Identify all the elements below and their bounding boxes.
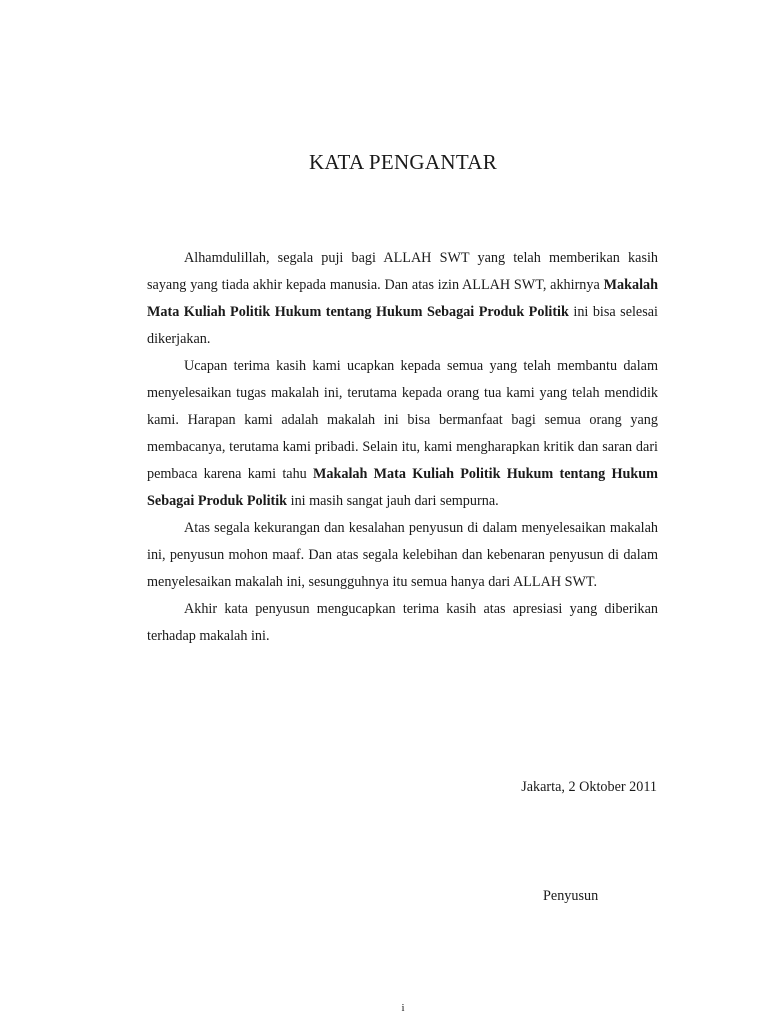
paragraph-1-text-end: ini bisa selesai dikerjakan. xyxy=(147,304,658,347)
place-date: Jakarta, 2 Oktober 2011 xyxy=(521,779,657,795)
paragraph-4 xyxy=(147,596,658,650)
paragraph-3 xyxy=(147,515,658,596)
paragraph-4-text: Akhir kata penyusun mengucapkan terima kasih atas apresiasi yang diberikan terhadap makalah ini. xyxy=(147,601,658,644)
page-title: KATA PENGANTAR xyxy=(308,150,498,174)
paragraph-1-bold-title: Makalah Mata Kuliah Politik Hukum tentang Hukum Sebagai Produk Politik xyxy=(147,277,658,320)
paragraph-2-text: Ucapan terima kasih kami ucapkan kepada semua yang telah membantu dalam menyelesaikan tugas makalah ini, terutama kepada orang tua kami yang telah mendidik kami. Harapan kami adalah makalah ini bisa bermanfaat bagi semua orang yang membacanya, terutama kami pribadi. Selain itu, kami mengharapkan kritik dan saran dari pembaca karena kami tahu xyxy=(147,358,658,482)
paragraph-2-text-end: ini masih sangat jauh dari sempurna. xyxy=(287,493,499,509)
page-number: i xyxy=(401,1002,405,1014)
paragraph-1-text: Alhamdulillah, segala puji bagi ALLAH SWT yang telah memberikan kasih sayang yang tiada akhir kepada manusia. Dan atas izin ALLAH SWT, akhirnya xyxy=(147,250,658,293)
body-text xyxy=(147,245,658,650)
paragraph-1 xyxy=(147,245,658,353)
paragraph-3-text: Atas segala kekurangan dan kesalahan penyusun di dalam menyelesaikan makalah ini, penyusun mohon maaf. Dan atas segala kelebihan dan kebenaran penyusun di dalam menyelesaikan makalah ini, sesungguhnya itu semua hanya dari ALLAH SWT. xyxy=(147,520,658,590)
paragraph-2 xyxy=(147,353,658,515)
paragraph-2-bold-title: Makalah Mata Kuliah Politik Hukum tentang Hukum Sebagai Produk Politik xyxy=(147,466,658,509)
signer-label: Penyusun xyxy=(543,888,599,904)
